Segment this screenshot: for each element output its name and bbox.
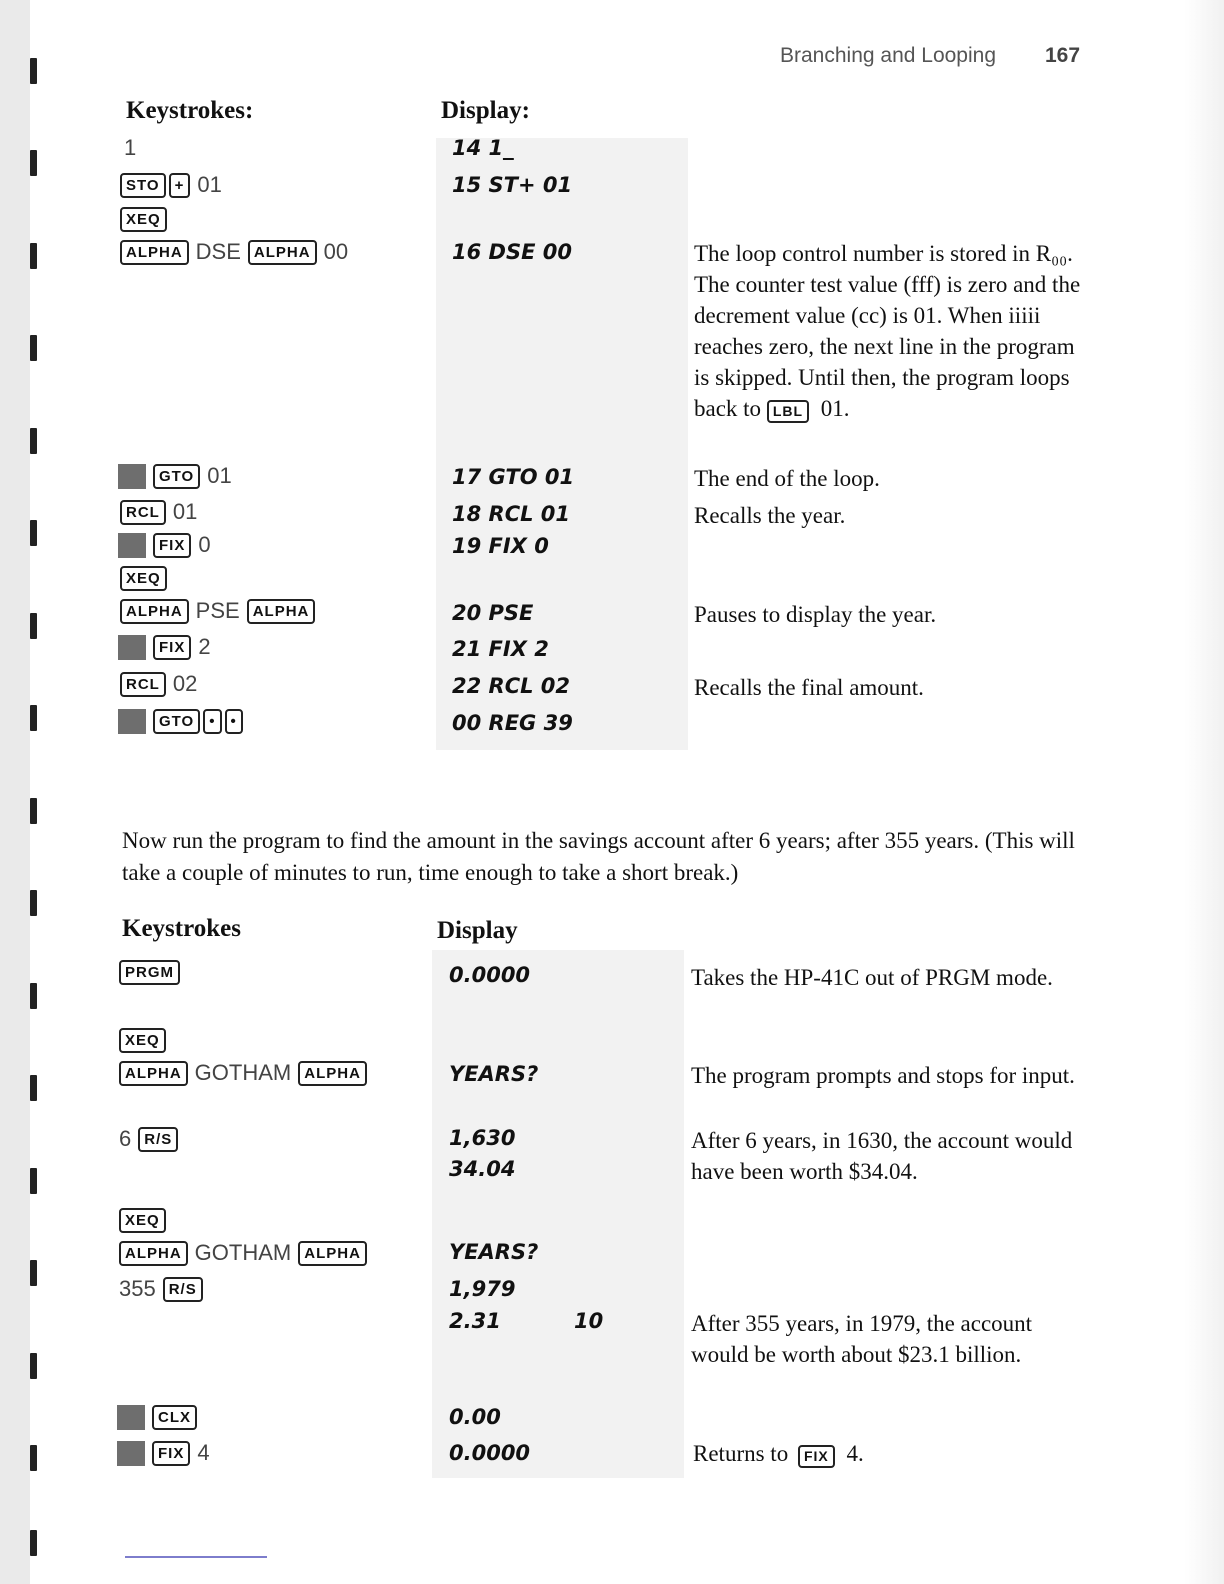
keystroke-row bbox=[119, 1058, 367, 1088]
display-line: YEARS? bbox=[449, 1062, 539, 1086]
display-line: 34.04 bbox=[449, 1157, 516, 1181]
display-line: 1,979 bbox=[449, 1277, 516, 1301]
display-line: 20 PSE bbox=[452, 601, 534, 625]
binding-hole bbox=[30, 1353, 37, 1379]
keystroke-row bbox=[120, 237, 348, 267]
binding-hole bbox=[30, 798, 37, 824]
binding-hole bbox=[30, 705, 37, 731]
description: Pauses to display the year. bbox=[694, 602, 937, 627]
digit-text: 4 bbox=[197, 1440, 210, 1465]
run-stop-key[interactable]: R/S bbox=[138, 1127, 178, 1152]
xeq-key[interactable]: XEQ bbox=[120, 566, 167, 591]
digit-text: 1 bbox=[124, 135, 137, 160]
alpha-key[interactable]: ALPHA bbox=[298, 1241, 367, 1266]
footnote-rule bbox=[125, 1556, 267, 1558]
lbl-key[interactable]: LBL bbox=[767, 400, 809, 423]
clx-key[interactable]: CLX bbox=[152, 1405, 197, 1430]
shift-key[interactable] bbox=[118, 533, 146, 558]
digit-text: 6 bbox=[119, 1126, 132, 1151]
keystroke-row bbox=[117, 1402, 197, 1432]
keystroke-row bbox=[119, 1238, 367, 1268]
keystroke-row bbox=[119, 1025, 166, 1055]
binding-hole bbox=[30, 335, 37, 361]
keystroke-row bbox=[118, 632, 211, 662]
label-text: 01 bbox=[207, 463, 232, 488]
shift-key[interactable] bbox=[117, 1441, 145, 1466]
display-line: 0.00 bbox=[449, 1405, 501, 1429]
keystrokes-heading: Keystrokes: bbox=[126, 97, 254, 124]
keystroke-row bbox=[120, 669, 197, 699]
keystroke-row bbox=[120, 170, 222, 200]
keystroke-row bbox=[120, 563, 167, 593]
xeq-key[interactable]: XEQ bbox=[119, 1028, 166, 1053]
description: The end of the loop. bbox=[694, 466, 880, 491]
description: Takes the HP-41C out of PRGM mode. bbox=[691, 965, 1053, 990]
display-line: 0.0000 bbox=[449, 1441, 531, 1465]
display-line: 16 DSE 00 bbox=[452, 240, 572, 264]
description: After 6 years, in 1630, the account would have been worth $34.04. bbox=[691, 1128, 1073, 1184]
keystroke-row bbox=[119, 1274, 203, 1304]
digit-text: 355 bbox=[119, 1276, 156, 1301]
keystrokes-heading: Keystrokes bbox=[122, 915, 241, 942]
fix-key[interactable]: FIX bbox=[153, 635, 191, 660]
display-line: 14 1_ bbox=[452, 136, 514, 160]
display-line: 19 FIX 0 bbox=[452, 534, 549, 558]
section-title: Branching and Looping bbox=[780, 44, 997, 67]
alpha-key[interactable]: ALPHA bbox=[247, 599, 316, 624]
function-name: PSE bbox=[195, 598, 240, 623]
display-line: 00 REG 39 bbox=[452, 711, 573, 735]
binding-hole bbox=[30, 243, 37, 269]
shift-key[interactable] bbox=[118, 464, 146, 489]
display-column-shade bbox=[432, 950, 684, 1478]
description-text: Returns to bbox=[693, 1441, 789, 1466]
display-heading: Display bbox=[437, 917, 518, 944]
keystroke-row bbox=[119, 957, 180, 987]
display-line: 2.31 bbox=[449, 1309, 501, 1333]
program-name: GOTHAM bbox=[194, 1240, 292, 1265]
description bbox=[694, 238, 1084, 424]
prgm-key[interactable]: PRGM bbox=[119, 960, 180, 985]
keystroke-row bbox=[120, 204, 167, 234]
body-paragraph: Now run the program to find the amount in the savings account after 6 years; after 355 years. (This will take a couple of minutes to run, time enough to take a short break.) bbox=[122, 828, 1075, 885]
alpha-key[interactable]: ALPHA bbox=[248, 240, 317, 265]
binding-hole bbox=[30, 983, 37, 1009]
sto-key[interactable]: STO bbox=[120, 173, 166, 198]
alpha-key[interactable]: ALPHA bbox=[119, 1241, 188, 1266]
binding-hole bbox=[30, 613, 37, 639]
register-text: 00 bbox=[323, 239, 349, 264]
register-text: 01 bbox=[197, 172, 222, 197]
binding-hole bbox=[30, 150, 37, 176]
description: After 355 years, in 1979, the account would be worth about $23.1 billion. bbox=[691, 1311, 1033, 1367]
plus-key[interactable]: + bbox=[169, 173, 191, 198]
decimal-point-key[interactable]: • bbox=[225, 709, 243, 734]
binding-hole bbox=[30, 1445, 37, 1471]
display-line: 17 GTO 01 bbox=[452, 465, 575, 489]
running-header bbox=[780, 44, 1081, 68]
shift-key[interactable] bbox=[117, 1405, 145, 1430]
register-text: 02 bbox=[172, 671, 198, 696]
xeq-key[interactable]: XEQ bbox=[119, 1208, 166, 1233]
rcl-key[interactable]: RCL bbox=[120, 500, 166, 525]
display-line: 15 ST+ 01 bbox=[452, 173, 573, 197]
alpha-key[interactable]: ALPHA bbox=[120, 240, 189, 265]
binding-hole bbox=[30, 1530, 37, 1556]
fix-key[interactable]: FIX bbox=[152, 1441, 190, 1466]
gto-key[interactable]: GTO bbox=[153, 709, 200, 734]
binding-hole bbox=[30, 1075, 37, 1101]
fix-key[interactable]: FIX bbox=[798, 1445, 835, 1468]
binding-strip bbox=[0, 0, 30, 1584]
fix-key[interactable]: FIX bbox=[153, 533, 191, 558]
function-name: DSE bbox=[195, 239, 241, 264]
keystroke-row bbox=[119, 1124, 178, 1154]
keystroke-row bbox=[120, 497, 197, 527]
shift-key[interactable] bbox=[118, 709, 146, 734]
alpha-key[interactable]: ALPHA bbox=[119, 1061, 188, 1086]
binding-hole bbox=[30, 520, 37, 546]
keystroke-row bbox=[118, 461, 232, 491]
keystroke-row bbox=[124, 133, 136, 163]
description-text: 4. bbox=[846, 1441, 864, 1466]
binding-hole bbox=[30, 890, 37, 916]
xeq-key[interactable]: XEQ bbox=[120, 207, 167, 232]
gto-key[interactable]: GTO bbox=[153, 464, 200, 489]
display-line: 22 RCL 02 bbox=[452, 674, 571, 698]
binding-hole bbox=[30, 1168, 37, 1194]
display-line: YEARS? bbox=[449, 1240, 539, 1264]
description bbox=[693, 1438, 1083, 1469]
description: Recalls the year. bbox=[694, 503, 846, 528]
display-line: 0.0000 bbox=[449, 963, 531, 987]
alpha-key[interactable]: ALPHA bbox=[298, 1061, 367, 1086]
description: Recalls the final amount. bbox=[694, 675, 924, 700]
display-line: 21 FIX 2 bbox=[452, 637, 549, 661]
run-stop-key[interactable]: R/S bbox=[163, 1277, 203, 1302]
decimal-point-key[interactable]: • bbox=[203, 709, 221, 734]
digit-text: 0 bbox=[198, 532, 211, 557]
description-text: The loop control number is stored in R₀₀. The counter test value (fff) is zero and the decrement value (cc) is 01. When iiiii reaches zero, the next line in the program is skipped. Until then, the program loops back to bbox=[694, 241, 1081, 421]
rcl-key[interactable]: RCL bbox=[120, 672, 166, 697]
alpha-key[interactable]: ALPHA bbox=[120, 599, 189, 624]
binding-hole bbox=[30, 58, 37, 84]
register-text: 01 bbox=[172, 499, 198, 524]
keystroke-row bbox=[117, 1438, 210, 1468]
keystroke-row bbox=[118, 706, 243, 736]
page-number: 167 bbox=[1045, 44, 1081, 67]
display-line: 1,630 bbox=[449, 1126, 516, 1150]
binding-hole bbox=[30, 1260, 37, 1286]
display-exponent: 10 bbox=[574, 1309, 604, 1333]
keystroke-row bbox=[120, 596, 315, 626]
display-line: 18 RCL 01 bbox=[452, 502, 571, 526]
shift-key[interactable] bbox=[118, 635, 146, 660]
description-text: 01. bbox=[820, 396, 850, 421]
display-heading: Display: bbox=[441, 97, 530, 124]
binding-hole bbox=[30, 428, 37, 454]
keystroke-row bbox=[118, 530, 211, 560]
digit-text: 2 bbox=[198, 634, 211, 659]
keystroke-row bbox=[119, 1205, 166, 1235]
page-edge-shadow bbox=[1184, 0, 1224, 1584]
program-name: GOTHAM bbox=[194, 1060, 292, 1085]
description: The program prompts and stops for input. bbox=[691, 1063, 1075, 1088]
